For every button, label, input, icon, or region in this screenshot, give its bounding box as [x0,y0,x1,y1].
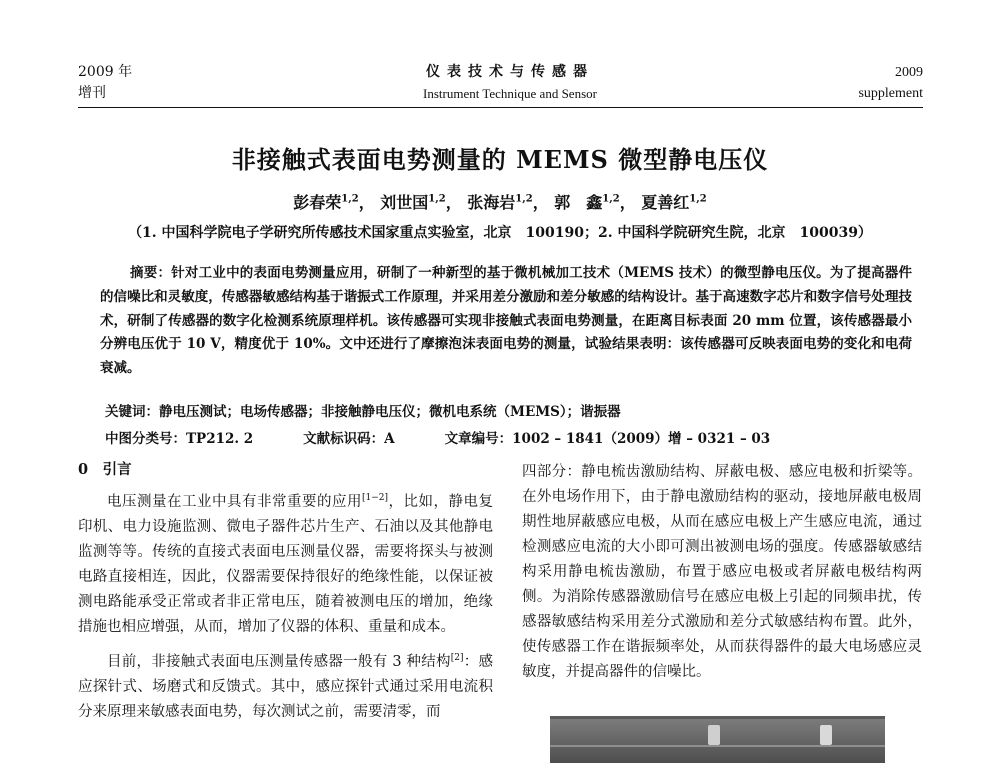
body-paragraph [78,486,493,640]
abstract-text: 针对工业中的表面电势测量应用，研制了一种新型的基于微机械加工技术（MEMS 技术）的微型静电压仪。为了提高器件的信噪比和灵敏度，传感器敏感结构基于谐振式工作原理，并采用差分激励和差分敏感的结构设计。基于高速数字芯片和数字信号处理技术，研制了传感器的数字化检测系统原理样机。该传感器可实现非接触式表面电势测量，在距离目标表面 20 mm 位置，该传感器最小分辨电压优于 10 V，精度优于 10%。文中还进行了摩擦泡沫表面电势的测量，试验结果表明：该传感器可反映表面电势的变化和电荷衰减。 [100,265,913,377]
doc-code-value: A [384,431,395,447]
paragraph-text: ：感应探针式、场磨式和反馈式。其中，感应探针式通过采用电流积分来原理来敏感表面电势，每次测试之前，需要清零，而 [78,653,493,720]
body-paragraph: 四部分：静电梳齿激励结构、屏蔽电极、感应电极和折梁等。在外电场作用下，由于静电激励结构的驱动，接地屏蔽电极周期性地屏蔽感应电极，从而在感应电极上产生感应电流，通过检测感应电流的大小即可测出被测电场的强度。传感器敏感结构采用静电梳齿激励，布置于感应电极或者屏蔽电极结构两侧。为消除传感器激励信号在感应电极上引起的同频串扰，传感器敏感结构采用差分式激励和差分式敏感结构布置。此外，使传感器工作在谐振频率处，从而获得器件的最大电场感应灵敏度，并提高器件的信噪比。 [522,464,922,680]
paper-title: 非接触式表面电势测量的 MEMS 微型静电压仪 [231,145,769,174]
header-issue-en: supplement [858,86,923,101]
clc-value: TP212. 2 [186,431,254,447]
keywords-text: 静电压测试；电场传感器；非接触静电压仪；微机电系统（MEMS）；谐振器 [159,404,621,420]
header-year-en: 2009 [895,65,923,80]
author-affil-mark: 1,2 [602,193,620,205]
paragraph-text: 目前，非接触式表面电压测量传感器一般有 3 种结构 [107,653,451,670]
figure-stripe [550,745,885,747]
author-affil-mark: 1,2 [515,193,533,205]
classification-line [105,427,917,447]
citation-ref: [2] [450,652,464,663]
article-number-label: 文章编号： [444,431,513,447]
body-column-right [522,460,922,685]
header-year: 2009 年 [78,64,133,80]
figure-component [708,725,720,745]
journal-title-cn: 仪表技术与传感器 [426,64,594,80]
header-issue: 增刊 [78,85,106,101]
paragraph-text: 电压测量在工业中具有非常重要的应用 [107,493,362,510]
section-heading: 0 引言 [78,461,132,478]
author-affil-mark: 1,2 [428,193,446,205]
body-paragraph [78,646,493,725]
header-rule [78,107,923,108]
author-list: 彭春荣$^{1,2}$， 刘世国$^{1,2}$， 张海岩$^{1,2}$， 郭 鑫$^{1,2}$， 夏善红$^{1,2}$ [293,193,707,212]
header-right [858,62,923,104]
sensor-photo-figure [550,716,885,763]
affiliation: （1. 中国科学院电子学研究所传感技术国家重点实验室，北京 100190；2. 中国科学院研究生院，北京 100039） [128,225,872,241]
author-name: 郭 鑫 [554,193,603,212]
author-affil-mark: 1,2 [689,193,707,205]
author-name: 彭春荣 [293,193,342,212]
figure-component [820,725,832,745]
author-name: 夏善红 [641,193,690,212]
abstract-label: 摘要： [130,265,172,281]
header-left [78,62,132,104]
author-affil-mark: 1,2 [341,193,359,205]
header-journal [360,62,660,104]
body-column-left [78,460,493,725]
citation-ref: [1−2] [362,493,389,503]
doc-code-label: 文献标识码： [303,431,385,447]
journal-title-en: Instrument Technique and Sensor [423,86,597,101]
keywords-label: 关键词： [105,404,159,420]
author-name: 张海岩 [467,193,516,212]
paragraph-text: ，比如，静电复印机、电力设施监测、微电子器件芯片生产、石油以及其他静电监测等等。传统的直接式表面电压测量仪器，需要将探头与被测电路直接相连，因此，仪器需要保持很好的绝缘性能，以保证被测电路能承受正常或者非正常电压，随着被测电压的增加，绝缘措施也相应增强，从而，增加了仪器的体积、重量和成本。 [78,493,494,635]
article-number-value: 1002 – 1841（2009）增 – 0321 – 03 [512,431,771,447]
keywords [105,400,917,420]
abstract [100,262,912,381]
author-name: 刘世国 [380,193,429,212]
clc-label: 中图分类号： [105,431,186,447]
